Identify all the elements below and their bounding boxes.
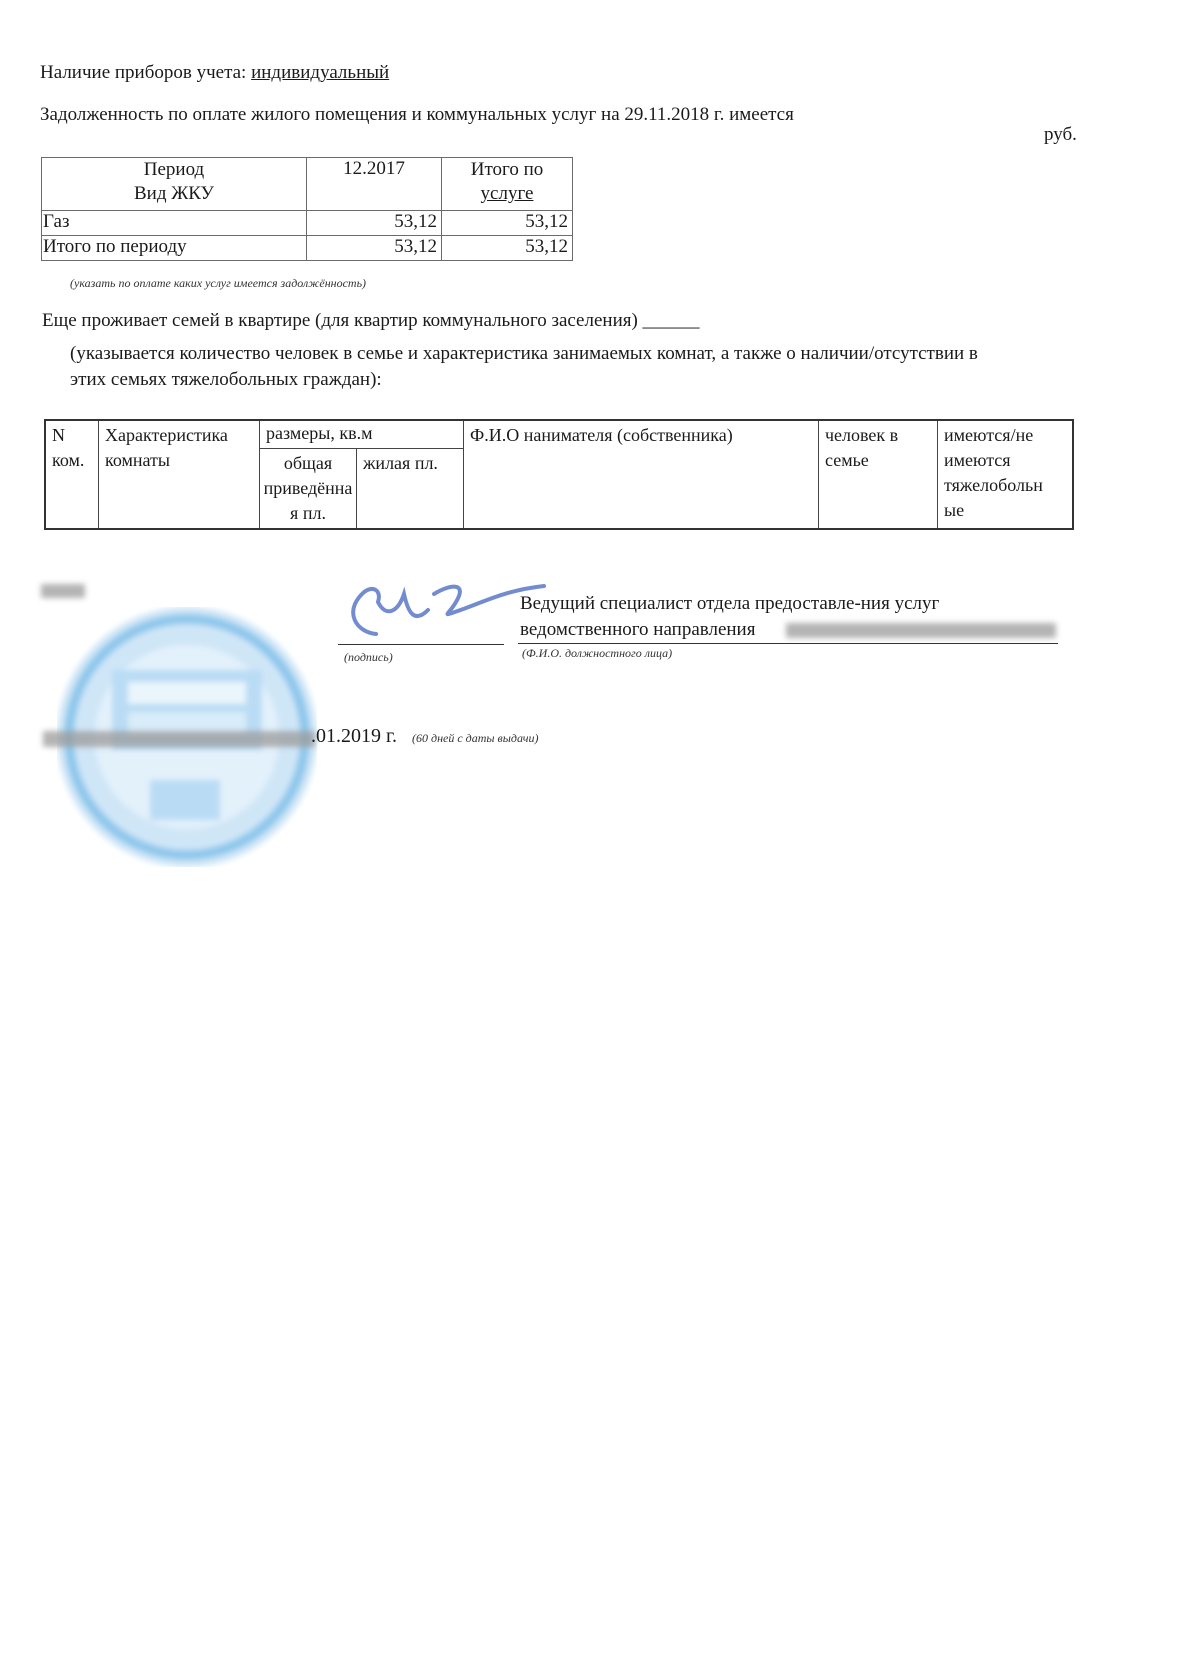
debt-table	[41, 157, 573, 261]
col-seriously-ill-line2: имеются	[944, 450, 1011, 470]
signature-line	[338, 644, 504, 645]
signature-scribble-icon	[338, 572, 548, 652]
table-row	[42, 236, 573, 261]
col-room-characteristic-line2: комнаты	[105, 450, 170, 470]
fio-line	[518, 643, 1058, 644]
meters-value: индивидуальный	[251, 62, 390, 83]
debt-currency: руб.	[1044, 124, 1077, 145]
position-line1: Ведущий специалист отдела предоставле-ния услуг	[520, 593, 940, 614]
debt-row-name: Газ	[42, 211, 307, 236]
debt-note: (указать по оплате каких услуг имеется задолжённость)	[70, 276, 367, 290]
residents-header-row	[45, 420, 1073, 449]
debt-header-month: 12.2017	[307, 158, 442, 211]
col-total-area-line1: общая	[283, 453, 333, 473]
col-tenant-fio: Ф.И.О нанимателя (собственника)	[464, 420, 819, 529]
col-seriously-ill-line3: тяжелобольн	[944, 475, 1043, 495]
col-total-area-line3: я пл.	[290, 503, 326, 523]
col-seriously-ill	[938, 420, 1074, 529]
debt-header-period-cell	[42, 158, 307, 211]
fio-caption: (Ф.И.О. должностного лица)	[522, 646, 673, 660]
col-room-number	[45, 420, 99, 529]
validity-date: .01.2019 г.	[311, 725, 397, 747]
debt-row-month: 53,12	[307, 236, 442, 261]
redacted-official-name	[786, 623, 1056, 638]
families-statement: Еще проживает семей в квартире (для квартир коммунального заселения) ______	[42, 310, 700, 331]
col-room-number-line2: ком.	[52, 450, 85, 470]
col-room-characteristic	[99, 420, 260, 529]
col-seriously-ill-line1: имеются/не	[944, 425, 1034, 445]
debt-header-total-1: Итого по	[470, 159, 544, 180]
debt-header-total-cell	[442, 158, 573, 211]
redacted-mp	[41, 584, 85, 598]
validity-note: (60 дней с даты выдачи)	[412, 731, 539, 745]
col-room-number-line1: N	[52, 425, 65, 445]
debt-statement: Задолженность по оплате жилого помещения и коммунальных услуг на 29.11.2018 г. имеется	[40, 104, 794, 125]
signature-caption: (подпись)	[344, 650, 393, 664]
debt-row-total: 53,12	[442, 236, 573, 261]
col-total-area-line2: приведённа	[263, 478, 353, 498]
col-living-area: жилая пл.	[357, 449, 464, 530]
debt-table-header	[42, 158, 573, 211]
col-people-count	[819, 420, 938, 529]
col-people-count-line1: человек в	[825, 425, 899, 445]
col-seriously-ill-line4: ые	[944, 500, 965, 520]
debt-header-kind: Вид ЖКУ	[133, 183, 215, 204]
col-room-characteristic-line1: Характеристика	[105, 425, 228, 445]
debt-header-total-2: услуге	[480, 183, 534, 204]
debt-row-month: 53,12	[307, 211, 442, 236]
residents-table	[44, 419, 1074, 530]
meters-label: Наличие приборов учета:	[40, 62, 247, 83]
position-line2: ведомственного направления	[520, 619, 756, 640]
col-people-count-line2: семье	[825, 450, 869, 470]
col-total-area	[260, 449, 357, 530]
table-row	[42, 211, 573, 236]
families-note-line1: (указывается количество человек в семье и характеристика занимаемых комнат, а также о наличии/отсутствии в	[70, 343, 978, 364]
families-note-line2: этих семьях тяжелобольных граждан):	[70, 369, 382, 390]
debt-header-period: Период	[143, 159, 205, 180]
meters-line	[40, 62, 389, 84]
debt-row-name: Итого по периоду	[42, 236, 307, 261]
debt-row-total: 53,12	[442, 211, 573, 236]
col-size: размеры, кв.м	[260, 420, 464, 449]
redacted-validity-text	[43, 731, 315, 747]
